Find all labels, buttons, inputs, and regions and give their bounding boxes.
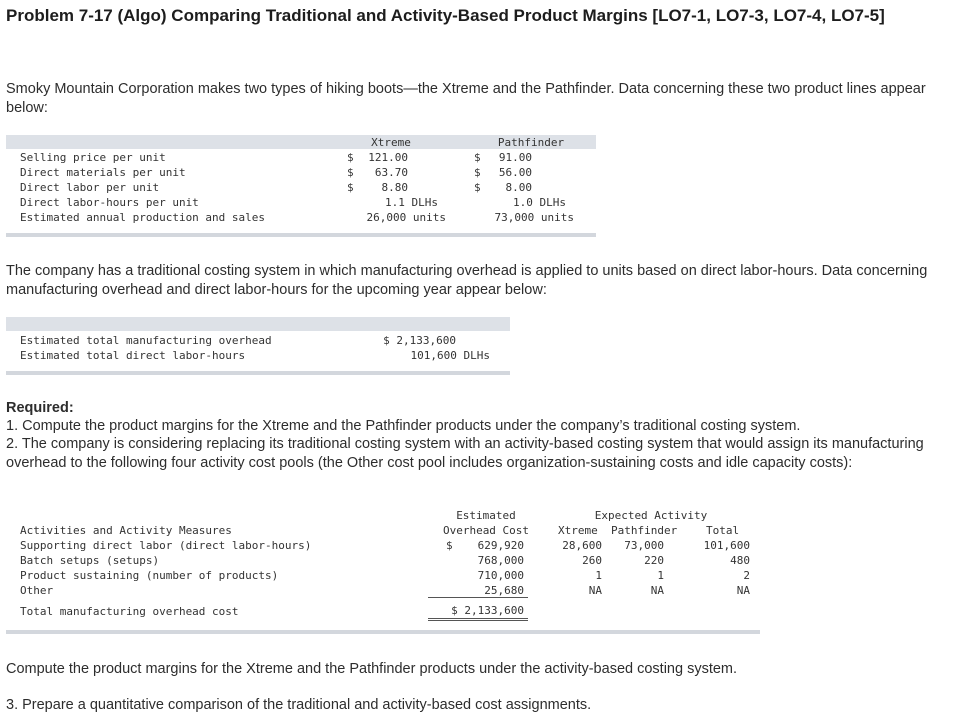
activity-label: Product sustaining (number of products) [20,569,279,582]
row-label: Estimated total manufacturing overhead [20,334,272,347]
problem-title: Problem 7-17 (Algo) Comparing Traditional and Activity-Based Product Margins [LO7-1, LO7-3, LO7-4, LO7-5] [6,6,885,25]
pathfinder-activity: 1 [657,569,664,582]
dollar-sign: $ [347,166,354,179]
total-overhead-cost: $ 2,133,600 [451,604,524,617]
pathfinder-value: 8.00 [505,181,532,194]
pathfinder-activity: NA [650,584,664,597]
total-activity: 480 [730,554,750,567]
total-activity: NA [736,584,750,597]
dollar-sign: $ [474,181,481,194]
xtreme-value: 1.1 DLHs [385,196,438,209]
dollar-sign: $ [474,166,481,179]
dollar-sign: $ [474,151,481,164]
total-label: Total manufacturing overhead cost [20,605,239,618]
row-label: Estimated annual production and sales [20,211,266,224]
activity-label: Other [20,584,54,597]
column-header-xtreme: Xtreme [371,136,411,149]
intro-paragraph: Smoky Mountain Corporation makes two types of hiking boots—the Xtreme and the Pathfinder. Data concerning these two product lines appear below: [6,81,926,116]
row-label: Estimated total direct labor-hours [20,349,246,362]
xtreme-activity: 28,600 [562,539,602,552]
activity-cost-table [6,507,760,639]
column-header-pathfinder: Pathfinder [497,136,565,149]
pathfinder-activity: 73,000 [624,539,664,552]
row-label: Direct materials per unit [20,166,186,179]
header-total: Total [706,524,740,537]
pathfinder-value: 73,000 units [494,211,574,224]
activity-cost: 768,000 [477,554,524,567]
activity-label: Supporting direct labor (direct labor-hours) [20,539,312,552]
header-xtreme: Xtreme [558,524,598,537]
row-label: Selling price per unit [20,151,166,164]
required-label: Required: [6,400,74,416]
pathfinder-activity: 220 [644,554,664,567]
row-label: Direct labor per unit [20,181,160,194]
dollar-sign: $ [347,151,354,164]
activity-label: Batch setups (setups) [20,554,160,567]
xtreme-activity: 1 [595,569,602,582]
xtreme-value: 26,000 units [366,211,446,224]
header-overhead-cost: Overhead Cost [442,524,530,537]
xtreme-activity: NA [588,584,602,597]
header-estimated: Estimated [456,509,516,522]
dollar-sign: $ [347,181,354,194]
header-activities: Activities and Activity Measures [20,524,232,537]
dollar-sign: $ [446,539,453,552]
header-pathfinder: Pathfinder [611,524,678,537]
overhead-data-table [6,317,510,377]
pathfinder-value: 56.00 [498,166,532,179]
requirement-3: 3. Prepare a quantitative comparison of the traditional and activity-based cost assignments. [6,697,592,713]
pathfinder-value: 91.00 [498,151,532,164]
pathfinder-value: 1.0 DLHs [513,196,566,209]
row-label: Direct labor-hours per unit [20,196,199,209]
table-bottom-bar [6,630,760,634]
requirement-2: 2. The company is considering replacing its traditional costing system with an activity-based costing system that would assign its manufacturing overhead to the following four activity cost pools (the Other cost pool includes organization-sustaining costs and idle capacity costs): [6,436,924,471]
xtreme-activity: 260 [582,554,602,567]
xtreme-value: 63.70 [374,166,408,179]
requirement-1: 1. Compute the product margins for the Xtreme and the Pathfinder products under the company’s traditional costing system. [6,418,801,434]
product-data-table [6,134,596,240]
activity-cost: 710,000 [477,569,524,582]
total-activity: 101,600 [703,539,750,552]
abc-instruction: Compute the product margins for the Xtreme and the Pathfinder products under the activity-based costing system. [6,661,738,677]
overhead-value: $ 2,133,600 [383,334,456,347]
header-expected-activity: Expected Activity [594,509,708,522]
table-bottom-bar [6,371,510,375]
xtreme-value: 8.80 [381,181,408,194]
xtreme-value: 121.00 [368,151,408,164]
table-bottom-bar [6,233,596,237]
table-header-bar [6,317,510,331]
activity-cost: 629,920 [477,539,524,552]
total-activity: 2 [743,569,750,582]
dlh-value: 101,600 DLHs [410,349,490,362]
activity-cost: 25,680 [484,584,524,597]
overhead-paragraph: The company has a traditional costing system in which manufacturing overhead is applied to units based on direct labor-hours. Data concerning manufacturing overhead and direct labor-hours for the upcoming year appear below: [6,263,928,298]
